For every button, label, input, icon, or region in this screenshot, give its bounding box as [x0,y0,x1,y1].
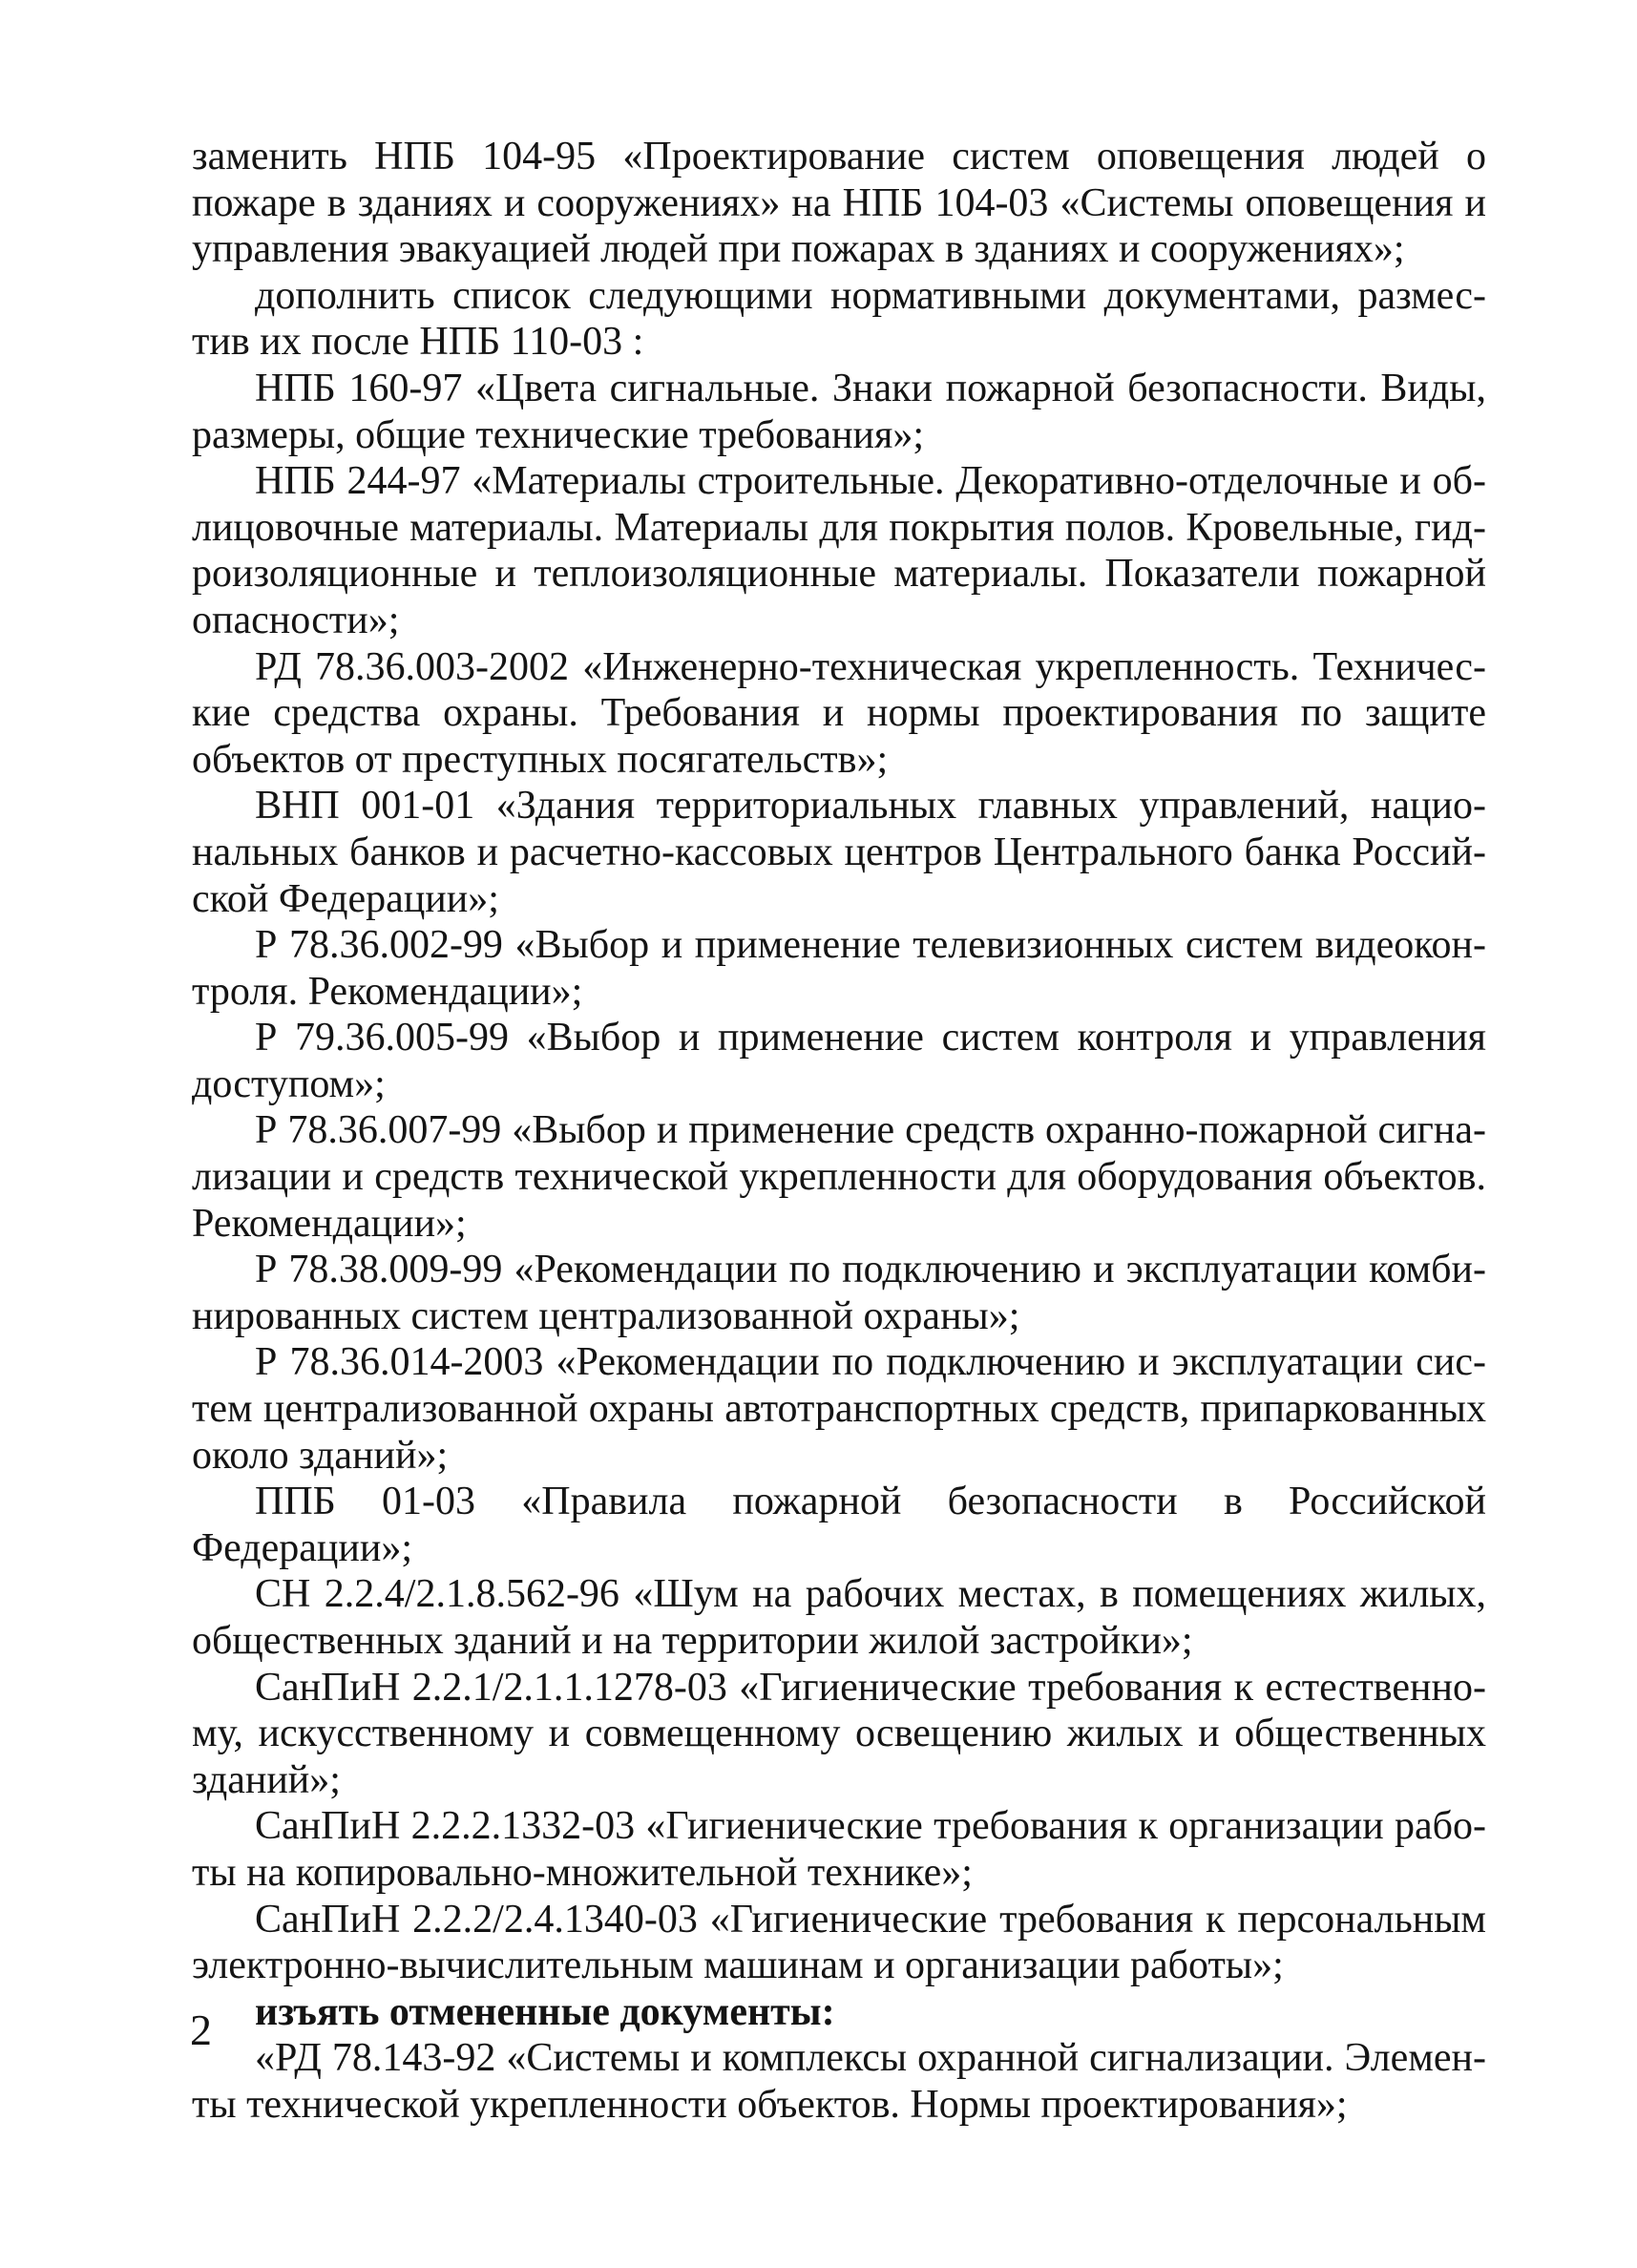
paragraph-npb-160-97: НПБ 160-97 «Цвета сигнальные. Знаки пожарной безопасности. Виды, размеры, общие технические требования»; [192,366,1486,457]
paragraph-sanpin-1332-03: СанПиН 2.2.2.1332-03 «Гигиенические требования к организации работы на копировально-множительной технике»; [192,1804,1486,1895]
paragraph-sanpin-1340-03: СанПиН 2.2.2/2.4.1340-03 «Гигиенические требования к персональным электронно-вычислительным машинам и организации работы»; [192,1897,1486,1988]
paragraph-sn-2-2-4: СН 2.2.4/2.1.8.562-96 «Шум на рабочих местах, в помещениях жилых, общественных зданий и на территории жилой застройки»; [192,1572,1486,1663]
paragraph-add-list-intro: дополнить список следующими нормативными документами, разместив их после НПБ 110-03 : [192,273,1486,365]
paragraph-r-79-36-005-99: Р 79.36.005-99 «Выбор и применение систем контроля и управления доступом»; [192,1016,1486,1106]
paragraph-r-78-36-007-99: Р 78.36.007-99 «Выбор и применение средств охранно-пожарной сигнализации и средств технической укрепленности для оборудования объектов. Рекомендации»; [192,1108,1486,1246]
page-number: 2 [190,2006,212,2054]
paragraph-rd-78-143-92: «РД 78.143-92 «Системы и комплексы охранной сигнализации. Элементы технической укрепленности объектов. Нормы проектирования»; [192,2036,1486,2127]
paragraph-r-78-38-009-99: Р 78.38.009-99 «Рекомендации по подключению и эксплуатации комбинированных систем централизованной охраны»; [192,1248,1486,1338]
paragraph-npb-244-97: НПБ 244-97 «Материалы строительные. Декоративно-отделочные и облицовочные материалы. Материалы для покрытия полов. Кровельные, гидроизоляционные и теплоизоляционные материалы. Показатели пожарной опасности»; [192,459,1486,642]
paragraph-ppb-01-03: ППБ 01-03 «Правила пожарной безопасности в Российской Федерации»; [192,1480,1486,1570]
paragraph-r-78-36-002-99: Р 78.36.002-99 «Выбор и применение телевизионных систем видеоконтроля. Рекомендации»; [192,923,1486,1014]
section-heading-withdraw: изъять отмененные документы: [255,1989,835,2034]
document-page [192,134,1486,2129]
paragraph-replace-npb-104: заменить НПБ 104-95 «Проектирование систем оповещения людей о пожаре в зданиях и сооружениях» на НПБ 104-03 «Системы оповещения и управления эвакуацией людей при пожарах в зданиях и сооружениях»; [192,135,1486,272]
paragraph-sanpin-1278-03: СанПиН 2.2.1/2.1.1.1278-03 «Гигиенические требования к естественному, искусственному и совмещенному освещению жилых и общественных зданий»; [192,1665,1486,1802]
paragraph-vnp-001-01: ВНП 001-01 «Здания территориальных главных управлений, национальных банков и расчетно-кассовых центров Центрального банка Российской Федерации»; [192,784,1486,921]
paragraph-rd-78-36-003-2002: РД 78.36.003-2002 «Инженерно-техническая укрепленность. Технические средства охраны. Требования и нормы проектирования по защите объектов от преступных посягательств»; [192,644,1486,782]
paragraph-r-78-36-014-2003: Р 78.36.014-2003 «Рекомендации по подключению и эксплуатации систем централизованной охраны автотранспортных средств, припаркованных около зданий»; [192,1340,1486,1478]
